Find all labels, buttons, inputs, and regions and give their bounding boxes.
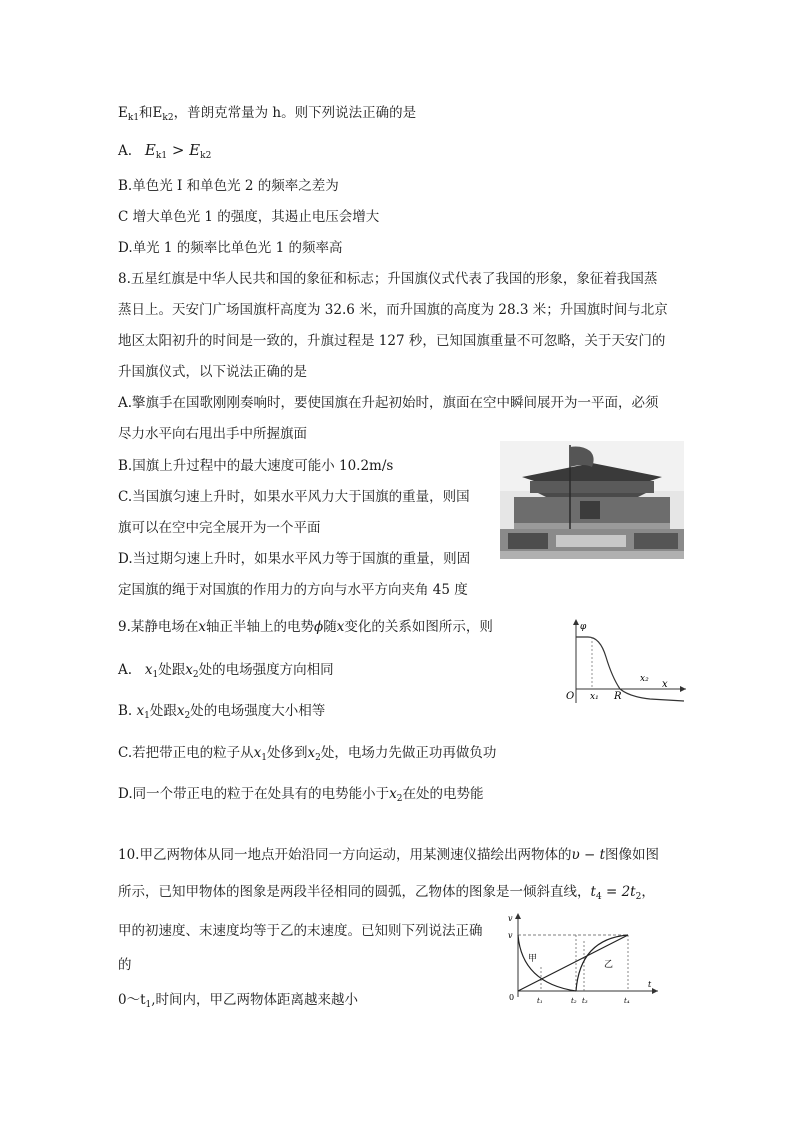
q10-jia-label: 甲 [528, 954, 538, 964]
q9-potential-graph [560, 615, 688, 707]
q10-option-line: $0\sim t_1$,时间内，甲乙两物体距离越来越小 [118, 992, 359, 1010]
q10-t-axis-label: t [648, 980, 652, 989]
q10-t2-label: t₂ [571, 997, 577, 1005]
q10-t4-label: t₄ [624, 997, 630, 1005]
q8-option-d-line-2: 定国旗的绳于对国旗的作用力的方向与水平方向夹角 45 度 [118, 582, 468, 598]
q9-x2-label: x₂ [640, 674, 649, 684]
q10-stem-line-2: 所示，已知甲物体的图象是两段半径相同的圆弧，乙物体的图象是一倾斜直线，$t_4 = 2t_2$， [118, 884, 655, 902]
q8-stem-line-4: 升国旗仪式，以下说法正确的是 [118, 364, 307, 380]
q8-option-a-line-2: 尽力水平向右甩出手中所握旗面 [118, 426, 307, 442]
q9-phi-label: φ [580, 622, 587, 632]
q8-stem-line-2: 蒸日上。天安门广场国旗杆高度为 32.6 米，而升国旗的高度为 28.3 米；升国旗时间与北京 [118, 302, 668, 318]
q7-option-a: A. $E_{k1} > E_{k2}$ [118, 141, 212, 161]
q9-option-c: C.若把带正电的粒子从$x_1$处侈到$x_2$处，电场力先做正功再做负功 [118, 745, 497, 763]
q8-option-c-line-1: C.当国旗匀速上升时，如果水平风力大于国旗的重量，则国 [118, 489, 470, 505]
q10-v-axis-label: v [508, 914, 513, 923]
q9-option-d: D.同一个带正电的粒于在处具有的电势能小于$x_2$在处的电势能 [118, 786, 484, 804]
q8-option-a-line-1: A.擎旗手在国歌刚刚奏响时，要使国旗在升起初始时，旗面在空中瞬间展开为一平面，必须 [118, 395, 659, 411]
q9-r-label: R [614, 691, 622, 702]
q7-option-c: C 增大单色光 1 的强度，其遏止电压会增大 [118, 209, 380, 225]
q9-option-a: A. $x_1$处跟$x_2$处的电场强度方向相同 [118, 662, 334, 680]
tiananmen-flag-photo [500, 441, 684, 559]
q10-v-tick-label: v [508, 931, 513, 940]
q10-origin-label: 0 [509, 993, 515, 1002]
q8-option-c-line-2: 旗可以在空中完全展开为一个平面 [118, 520, 321, 536]
q8-option-b: B.国旗上升过程中的最大速度可能小 10.2m/s [118, 458, 394, 474]
q10-stem-line-3: 甲的初速度、末速度均等于乙的末速度。已知则下列说法正确 [118, 923, 483, 939]
q9-origin-label: O [566, 691, 575, 702]
q10-jia-curve [518, 935, 576, 991]
q10-t1-label: t₁ [537, 997, 543, 1005]
q8-stem-line-3: 地区太阳初升的时间是一致的，升旗过程是 127 秒，已知国旗重量不可忽略，关于天安门的 [118, 333, 666, 349]
q9-option-b: B. $x_1$处跟$x_2$处的电场强度大小相等 [118, 703, 326, 721]
q10-yi-label: 乙 [604, 960, 614, 970]
q8-option-d-line-1: D.当过期匀速上升时，如果水平风力等于国旗的重量，则固 [118, 551, 471, 567]
q10-vt-graph [500, 911, 660, 1007]
q7-option-d: D.单光 1 的频率比单色光 1 的频率高 [118, 240, 343, 256]
q9-x1-label: x₁ [590, 692, 599, 702]
q7-option-b: B.单色光 I 和单色光 2 的频率之差为 [118, 178, 339, 194]
q9-stem: 9.某静电场在x轴正半轴上的电势ϕ随x变化的关系如图所示，则 [118, 619, 493, 635]
q10-stem-line-1: 10.甲乙两物体从同一地点开始沿同一方向运动，用某测速仪描绘出两物体的υ − t图像如图 [118, 847, 659, 863]
q9-x-label: x [662, 679, 668, 690]
q10-t3-label: t₃ [582, 997, 588, 1005]
q10-stem-line-4: 的 [118, 957, 132, 973]
q7-intro-line: $E_{k1}$和$E_{k2}$，普朗克常量为 h。则下列说法正确的是 [118, 105, 417, 123]
q8-stem-line-1: 8.五星红旗是中华人民共和国的象征和标志；升国旗仪式代表了我国的形象，象征着我国蒸 [118, 271, 658, 287]
